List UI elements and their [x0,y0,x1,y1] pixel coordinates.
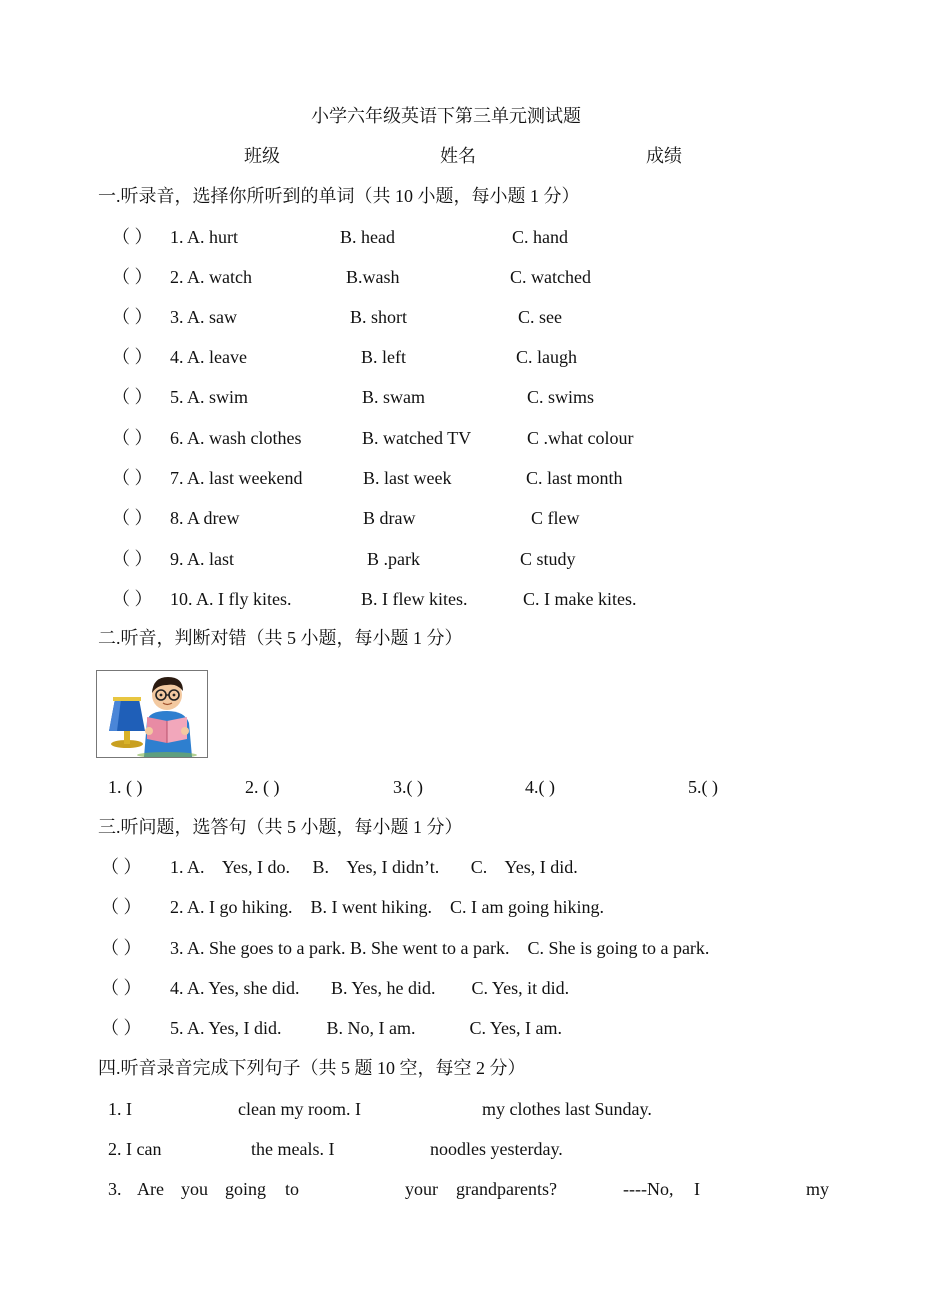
score-label: 成绩 [646,146,682,166]
answer-bracket[interactable]: （ ） [112,549,153,569]
answer-bracket[interactable]: （ ） [101,1018,142,1038]
judge-answer-4[interactable]: 4.( ) [525,777,555,797]
option-c: C. hand [512,227,568,247]
option-c: C. last month [526,468,623,488]
question-options: 1. A. Yes, I do. B. Yes, I didn’t. C. Yes, I did. [170,857,578,877]
option-a: 3. A. saw [170,307,237,327]
answer-bracket[interactable]: （ ） [101,978,142,998]
answer-bracket[interactable]: （ ） [112,267,153,287]
answer-bracket[interactable]: （ ） [112,589,153,609]
judge-answer-5[interactable]: 5.( ) [688,777,718,797]
option-c: C study [520,549,576,569]
option-c: C. laugh [516,347,577,367]
sentence-part: grandparents? [456,1179,557,1199]
option-a: 7. A. last weekend [170,468,303,488]
option-b: B. swam [362,387,425,407]
sentence-part: to [285,1179,300,1199]
option-a: 6. A. wash clothes [170,428,302,448]
sentence-part: your [405,1179,438,1199]
option-a: 1. A. hurt [170,227,239,247]
sentence-part: going [225,1179,267,1199]
option-c: C flew [531,508,580,528]
option-b: B. short [350,307,408,327]
question-options: 4. A. Yes, she did. B. Yes, he did. C. Yes, it did. [170,978,570,998]
answer-bracket[interactable]: （ ） [112,387,153,407]
option-c: C. I make kites. [523,589,637,609]
answer-bracket[interactable]: （ ） [101,938,142,958]
answer-bracket[interactable]: （ ） [101,897,142,917]
sentence-part: noodles yesterday. [430,1139,563,1159]
answer-bracket[interactable]: （ ） [112,307,153,327]
page-title: 小学六年级英语下第三单元测试题 [311,106,581,126]
option-b: B. head [340,227,395,247]
answer-bracket[interactable]: （ ） [112,347,153,367]
option-a: 9. A. last [170,549,235,569]
sentence-part: you [181,1179,208,1199]
question-options: 2. A. I go hiking. B. I went hiking. C. I am going hiking. [170,897,604,917]
section-4-heading: 四.听音录音完成下列句子（共 5 题 10 空，每空 2 分） [98,1058,526,1078]
answer-bracket[interactable]: （ ） [112,227,153,247]
name-label: 姓名 [440,146,476,166]
option-a: 4. A. leave [170,347,247,367]
sentence-part: my [806,1179,830,1199]
option-b: B draw [363,508,416,528]
sentence-part: Are [137,1179,164,1199]
question-options: 5. A. Yes, I did. B. No, I am. C. Yes, I am. [170,1018,563,1038]
section-1-heading: 一.听录音，选择你所听到的单词（共 10 小题，每小题 1 分） [98,186,580,206]
sentence-part: 2. I can [108,1139,162,1159]
option-a: 10. A. I fly kites. [170,589,292,609]
class-label: 班级 [244,146,280,166]
sentence-part: clean my room. I [238,1099,361,1119]
sentence-part: the meals. I [251,1139,335,1159]
option-b: B.wash [346,267,400,287]
judge-answer-1[interactable]: 1. ( ) [108,777,143,797]
answer-bracket[interactable]: （ ） [112,468,153,488]
sentence-part: my clothes last Sunday. [482,1099,652,1119]
sentence-part: 3. [108,1179,122,1199]
judge-answer-3[interactable]: 3.( ) [393,777,423,797]
option-c: C. swims [527,387,595,407]
answer-bracket[interactable]: （ ） [112,428,153,448]
option-b: B .park [367,549,420,569]
option-c: C. watched [510,267,591,287]
sentence-part: 1. I [108,1099,132,1119]
answer-bracket[interactable]: （ ） [112,508,153,528]
option-b: B. left [361,347,406,367]
option-a: 8. A drew [170,508,240,528]
option-a: 5. A. swim [170,387,249,407]
boy-reading-picture [96,670,208,758]
option-b: B. I flew kites. [361,589,468,609]
sentence-part: ----No, [623,1179,674,1199]
option-c: C .what colour [527,428,634,448]
section-2-heading: 二.听音，判断对错（共 5 小题，每小题 1 分） [98,628,463,648]
boy-reading-illustration [97,671,207,757]
option-a: 2. A. watch [170,267,252,287]
option-c: C. see [518,307,562,327]
answer-bracket[interactable]: （ ） [101,857,142,877]
judge-answer-2[interactable]: 2. ( ) [245,777,280,797]
sentence-part: I [694,1179,700,1199]
option-b: B. watched TV [362,428,472,448]
section-3-heading: 三.听问题，选答句（共 5 小题，每小题 1 分） [98,817,463,837]
option-b: B. last week [363,468,452,488]
question-options: 3. A. She goes to a park. B. She went to a park. C. She is going to a park. [170,938,710,958]
